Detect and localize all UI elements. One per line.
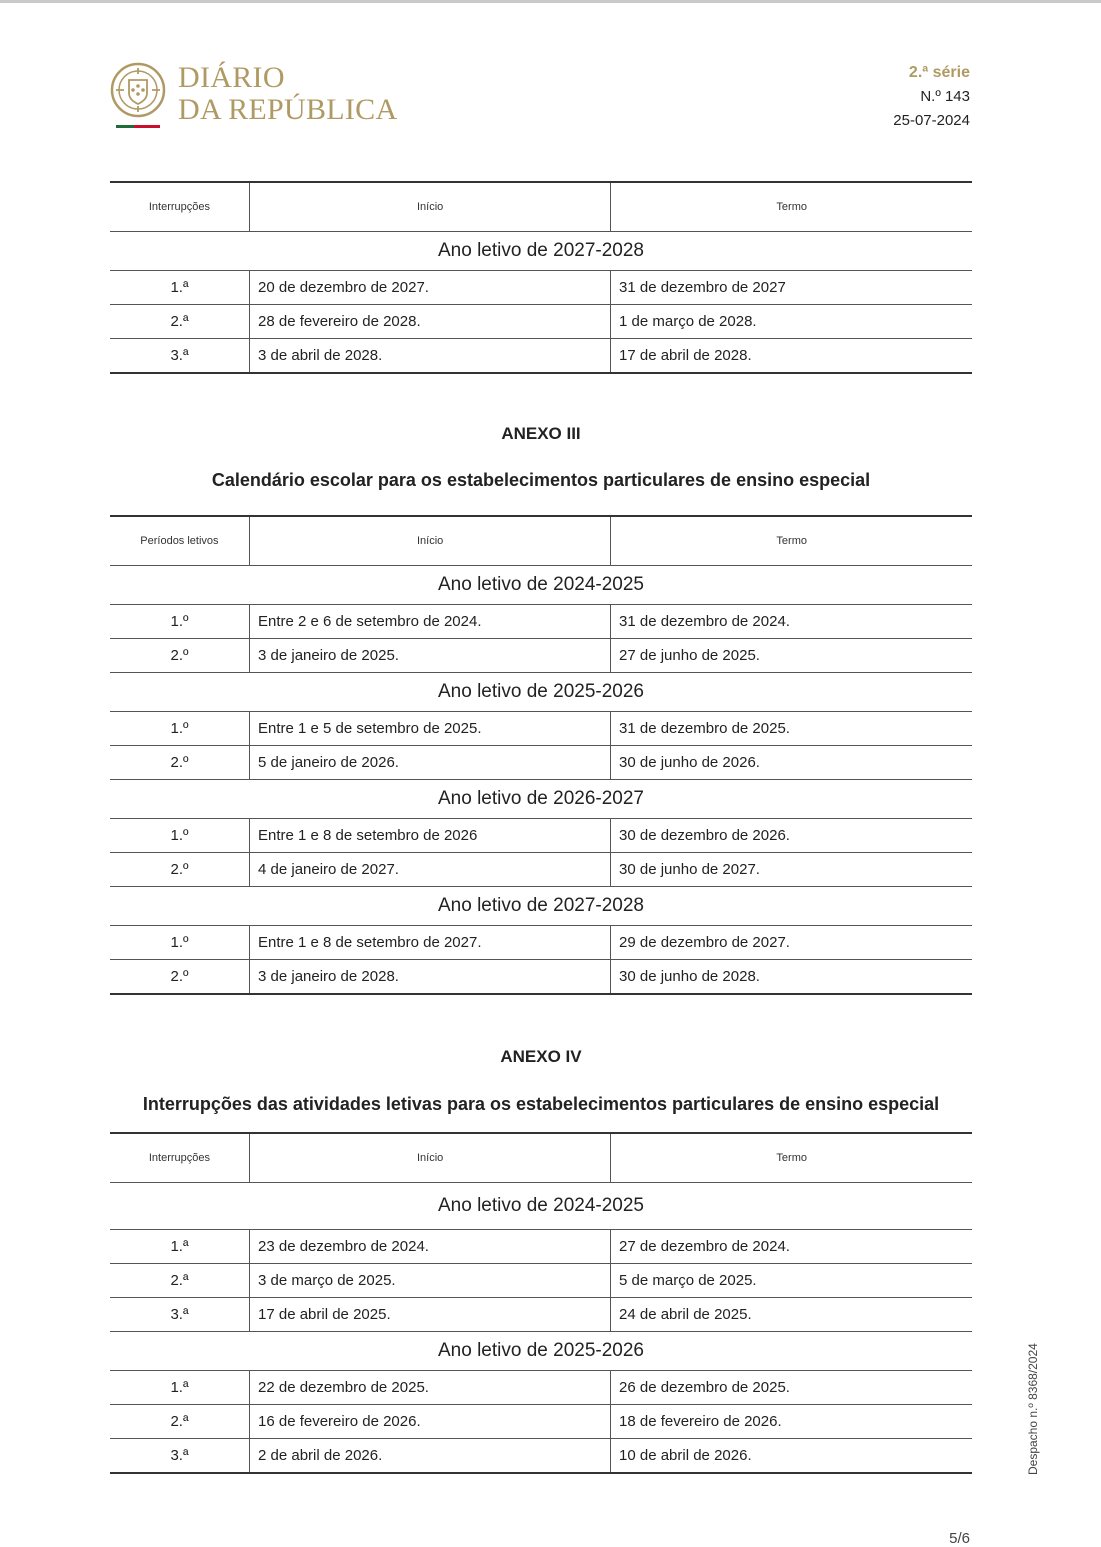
cell-inicio: 17 de abril de 2025. xyxy=(249,1298,610,1331)
cell-termo: 30 de junho de 2028. xyxy=(610,960,971,993)
cell-inicio: Entre 1 e 5 de setembro de 2025. xyxy=(249,712,610,745)
cell-inicio: 2 de abril de 2026. xyxy=(249,1439,610,1472)
flag-stripe xyxy=(116,125,160,128)
cell-inicio: 4 de janeiro de 2027. xyxy=(249,853,610,886)
table-row xyxy=(110,1298,972,1332)
cell-ordinal: 2.º xyxy=(170,968,189,985)
cell-termo: 31 de dezembro de 2024. xyxy=(610,605,971,638)
cell-ordinal: 3.ª xyxy=(170,347,189,364)
cell-inicio: Entre 1 e 8 de setembro de 2026 xyxy=(249,819,610,852)
year-heading: Ano letivo de 2025-2026 xyxy=(110,673,972,712)
year-heading: Ano letivo de 2026-2027 xyxy=(110,780,972,819)
cell-termo: 5 de março de 2025. xyxy=(610,1264,971,1297)
table-row xyxy=(110,746,972,780)
cell-inicio: Entre 2 e 6 de setembro de 2024. xyxy=(249,605,610,638)
cell-inicio: 5 de janeiro de 2026. xyxy=(249,746,610,779)
table-row xyxy=(110,605,972,639)
header-col-3: Termo xyxy=(610,517,972,565)
cell-ordinal: 2.º xyxy=(170,861,189,878)
cell-termo: 31 de dezembro de 2027 xyxy=(610,271,971,304)
cell-termo: 24 de abril de 2025. xyxy=(610,1298,971,1331)
table-header xyxy=(110,515,972,566)
header-col-3: Termo xyxy=(610,1134,972,1182)
issue-number: N.º 143 xyxy=(920,88,970,105)
cell-inicio: 3 de março de 2025. xyxy=(249,1264,610,1297)
cell-inicio: 28 de fevereiro de 2028. xyxy=(249,305,610,338)
cell-ordinal: 2.º xyxy=(170,754,189,771)
anexo-iv-title: Interrupções das atividades letivas para os estabelecimentos particulares de ensino especial xyxy=(142,1094,940,1114)
cell-termo: 10 de abril de 2026. xyxy=(610,1439,971,1472)
table-row xyxy=(110,819,972,853)
despacho-side-label: Despacho n.º 8368/2024 xyxy=(1026,1343,1040,1475)
cell-inicio: 22 de dezembro de 2025. xyxy=(249,1371,610,1404)
page-number: 5/6 xyxy=(949,1530,970,1547)
anexo-iii-title: Calendário escolar para os estabelecimentos particulares de ensino especial xyxy=(211,470,871,490)
cell-termo: 30 de junho de 2026. xyxy=(610,746,971,779)
header-col-3: Termo xyxy=(610,183,972,231)
table-interrupcoes-2027 xyxy=(110,181,972,374)
cell-termo: 31 de dezembro de 2025. xyxy=(610,712,971,745)
header-col-1: Interrupções xyxy=(148,1152,210,1164)
cell-ordinal: 2.ª xyxy=(170,1413,189,1430)
cell-termo: 26 de dezembro de 2025. xyxy=(610,1371,971,1404)
header-col-2: Início xyxy=(249,517,611,565)
table-row xyxy=(110,1405,972,1439)
anexo-iv-label: ANEXO IV xyxy=(500,1047,582,1066)
header-col-2: Início xyxy=(249,1134,611,1182)
table-row xyxy=(110,639,972,673)
table-row xyxy=(110,339,972,374)
cell-inicio: 3 de janeiro de 2028. xyxy=(249,960,610,993)
brand-line-2: DA REPÚBLICA xyxy=(178,93,398,126)
cell-termo: 29 de dezembro de 2027. xyxy=(610,926,971,959)
table-row xyxy=(110,926,972,960)
cell-inicio: 20 de dezembro de 2027. xyxy=(249,271,610,304)
year-heading: Ano letivo de 2027-2028 xyxy=(110,887,972,926)
cell-ordinal: 1.ª xyxy=(170,279,189,296)
table-periodos-letivos xyxy=(110,515,972,995)
cell-ordinal: 1.º xyxy=(170,613,189,630)
year-heading: Ano letivo de 2027-2028 xyxy=(110,232,972,271)
header-col-1: Períodos letivos xyxy=(140,535,219,547)
table-row xyxy=(110,960,972,995)
year-heading: Ano letivo de 2024-2025 xyxy=(110,566,972,605)
table-row xyxy=(110,305,972,339)
cell-ordinal: 1.º xyxy=(170,827,189,844)
year-heading: Ano letivo de 2024-2025 xyxy=(110,1183,972,1230)
cell-termo: 30 de junho de 2027. xyxy=(610,853,971,886)
table-row xyxy=(110,1371,972,1405)
table-row xyxy=(110,1230,972,1264)
cell-termo: 27 de junho de 2025. xyxy=(610,639,971,672)
table-row xyxy=(110,271,972,305)
cell-ordinal: 1.º xyxy=(170,934,189,951)
cell-ordinal: 1.ª xyxy=(170,1379,189,1396)
top-border xyxy=(0,0,1101,3)
table-header xyxy=(110,181,972,232)
cell-inicio: 3 de janeiro de 2025. xyxy=(249,639,610,672)
cell-termo: 1 de março de 2028. xyxy=(610,305,971,338)
cell-ordinal: 2.º xyxy=(170,647,189,664)
cell-termo: 30 de dezembro de 2026. xyxy=(610,819,971,852)
brand-name xyxy=(178,62,397,126)
serie-label: 2.ª série xyxy=(908,64,970,81)
cell-termo: 18 de fevereiro de 2026. xyxy=(610,1405,971,1438)
cell-termo: 17 de abril de 2028. xyxy=(610,339,971,372)
year-heading: Ano letivo de 2025-2026 xyxy=(110,1332,972,1371)
cell-termo: 27 de dezembro de 2024. xyxy=(610,1230,971,1263)
anexo-iii-label: ANEXO III xyxy=(501,424,581,443)
cell-ordinal: 2.ª xyxy=(170,1272,189,1289)
cell-ordinal: 2.ª xyxy=(170,313,189,330)
cell-ordinal: 1.º xyxy=(170,720,189,737)
issue-date: 25-07-2024 xyxy=(893,112,970,129)
cell-ordinal: 3.ª xyxy=(170,1447,189,1464)
table-interrupcoes-especial xyxy=(110,1132,972,1474)
issue-meta xyxy=(893,62,970,134)
cell-ordinal: 1.ª xyxy=(170,1238,189,1255)
coat-of-arms-icon xyxy=(110,62,166,118)
cell-inicio: 16 de fevereiro de 2026. xyxy=(249,1405,610,1438)
header-col-1: Interrupções xyxy=(148,201,210,213)
brand-line-1: DIÁRIO xyxy=(178,61,285,94)
header-col-2: Início xyxy=(249,183,611,231)
diario-republica-logo xyxy=(110,62,410,132)
table-row xyxy=(110,712,972,746)
cell-ordinal: 3.ª xyxy=(170,1306,189,1323)
table-row xyxy=(110,853,972,887)
table-row xyxy=(110,1264,972,1298)
cell-inicio: 3 de abril de 2028. xyxy=(249,339,610,372)
table-row xyxy=(110,1439,972,1474)
table-header xyxy=(110,1132,972,1183)
cell-inicio: 23 de dezembro de 2024. xyxy=(249,1230,610,1263)
cell-inicio: Entre 1 e 8 de setembro de 2027. xyxy=(249,926,610,959)
